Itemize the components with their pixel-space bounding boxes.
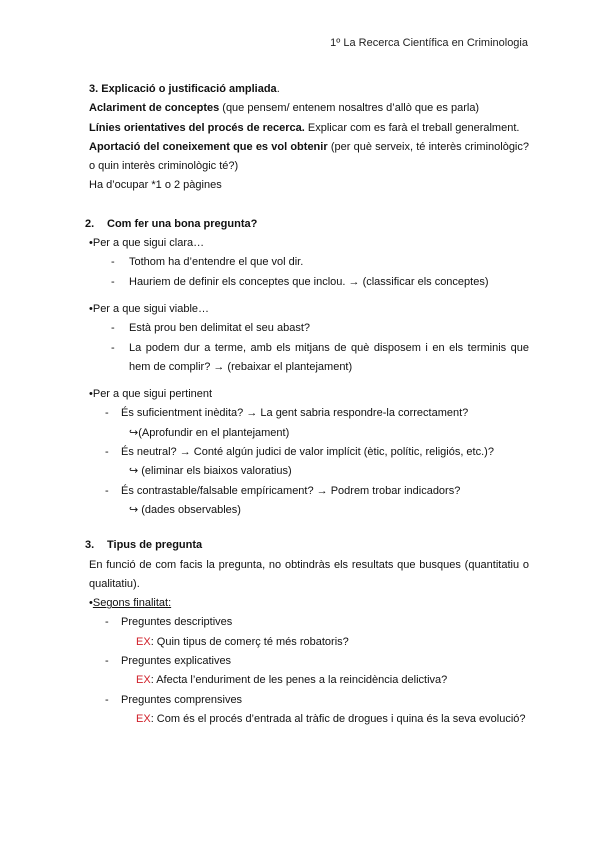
example: EX: Com és el procés d’entrada al tràfic de drogues i quina és la seva evolució? xyxy=(136,712,526,725)
section-bona-pregunta xyxy=(85,215,529,520)
list-item: - Tothom ha d’entendre el que vol dir. xyxy=(111,256,304,269)
paragraph: Aportació del coneixement que es vol obtenir (per què serveix, té interès criminològic? o quin interès criminològic té?) xyxy=(89,140,529,173)
paragraph: Aclariment de conceptes (que pensem/ entenem nosaltres d’allò que es parla) xyxy=(89,102,480,115)
bullet-heading: •Per a que sigui clara… xyxy=(89,237,205,250)
list-item: - Preguntes descriptives xyxy=(105,616,233,629)
section-title: 3. Tipus de pregunta xyxy=(85,539,203,552)
section-title: 2. Com fer una bona pregunta? xyxy=(85,217,258,230)
page-content xyxy=(85,80,529,729)
list-item: - És neutral? → Conté algún judici de valor implícit (ètic, polític, religiós, etc.)? xyxy=(105,446,494,459)
example: EX: Afecta l’enduriment de les penes a la reincidència delictiva? xyxy=(136,674,448,687)
section-title: 3. Explicació o justificació ampliada. xyxy=(89,83,280,95)
bullet-heading: •Per a que sigui pertinent xyxy=(89,388,213,401)
list-item: - És suficientment inèdita? → La gent sabria respondre-la correctament? xyxy=(105,407,469,420)
example: EX: Quin tipus de comerç té més robatoris? xyxy=(136,635,349,648)
list-item-note: ↪ (eliminar els biaixos valoratius) xyxy=(129,465,292,478)
bullet-viable xyxy=(89,300,529,377)
section-explicacio xyxy=(89,80,529,196)
bullet-clara xyxy=(89,234,529,292)
list-item: - La podem dur a terme, amb els mitjans de què disposem i en els terminis que hem de complir? → (rebaixar el plantejament) xyxy=(111,341,529,373)
paragraph: En funció de com facis la pregunta, no obtindràs els resultats que busques (quantitatiu o qualitatiu). xyxy=(89,558,529,590)
section-tipus-pregunta xyxy=(85,536,529,729)
paragraph: Línies orientatives del procés de recerca. Explicar com es farà el treball generalment. xyxy=(89,121,520,134)
bullet-heading: •Per a que sigui viable… xyxy=(89,302,210,315)
paragraph: Ha d’ocupar *1 o 2 pàgines xyxy=(89,179,222,192)
bullet-heading: •Segons finalitat: xyxy=(89,597,172,610)
list-item: - Hauriem de definir els conceptes que inclou. → (classificar els conceptes) xyxy=(111,275,489,288)
list-item: - Està prou ben delimitat el seu abast? xyxy=(111,322,311,335)
list-item: - És contrastable/falsable empíricament? → Podrem trobar indicadors? xyxy=(105,484,461,497)
list-item: - Preguntes comprensives xyxy=(105,693,243,706)
bullet-pertinent xyxy=(89,385,529,520)
list-item: - Preguntes explicatives xyxy=(105,655,232,668)
page-header: 1º La Recerca Científica en Criminologia xyxy=(330,37,528,49)
list-item-note: ↪(Aprofundir en el plantejament) xyxy=(129,426,290,439)
list-item-note: ↪ (dades observables) xyxy=(129,503,241,516)
